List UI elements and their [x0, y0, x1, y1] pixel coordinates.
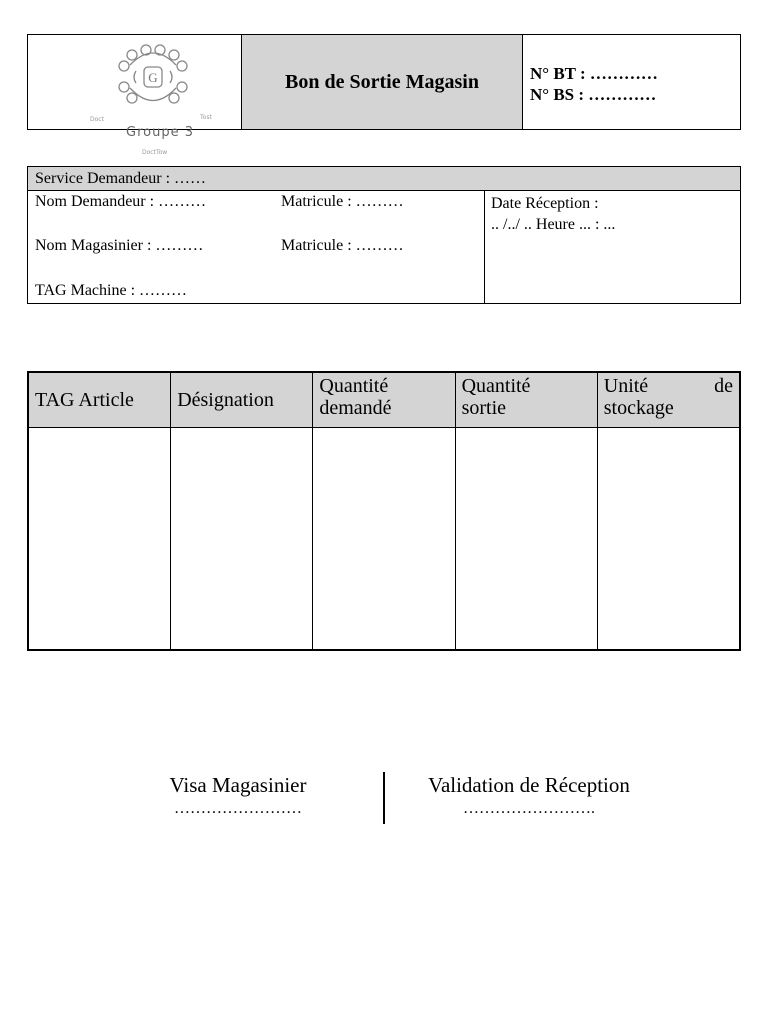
validation-reception — [404, 772, 654, 820]
table-row — [29, 428, 740, 650]
requester-details — [28, 191, 485, 303]
items-table — [27, 371, 741, 651]
request-info-box — [27, 166, 741, 304]
cell-designation[interactable] — [171, 428, 313, 650]
cell-quantite-sortie[interactable] — [455, 428, 597, 650]
svg-text:Doct: Doct — [90, 116, 104, 123]
svg-text:G: G — [148, 70, 158, 85]
document-title: Bon de Sortie Magasin — [242, 35, 523, 129]
svg-text:Groupe 3: Groupe 3 — [126, 125, 194, 140]
column-quantite-sortie: Quantité sortie — [455, 373, 597, 428]
tag-machine-field[interactable]: TAG Machine : ……… — [35, 282, 188, 299]
bt-number[interactable]: N° BT : ………… — [530, 64, 658, 83]
svg-text:DoctTow: DoctTow — [142, 149, 168, 155]
bs-number[interactable]: N° BS : ………… — [530, 85, 657, 104]
column-unite-stockage: Unité de stockage — [597, 373, 739, 428]
visa-magasinier — [138, 772, 338, 820]
validation-reception-label: Validation de Réception — [428, 773, 630, 797]
nom-magasinier-field[interactable]: Nom Magasinier : ……… — [35, 237, 204, 254]
column-designation: Désignation — [171, 373, 313, 428]
groupe-logo-icon — [88, 43, 228, 155]
reference-numbers — [523, 35, 740, 129]
date-heure-field[interactable]: .. /../ .. Heure ... : ... — [491, 216, 616, 233]
visa-magasinier-line[interactable]: …………………… — [174, 800, 302, 817]
service-demandeur[interactable]: Service Demandeur : …… — [28, 167, 740, 191]
nom-demandeur-field[interactable]: Nom Demandeur : ……… — [35, 193, 207, 210]
date-reception-label: Date Réception : — [491, 195, 599, 212]
svg-text:Tost: Tost — [200, 114, 212, 121]
validation-reception-line[interactable]: ……………………. — [463, 800, 595, 817]
matricule-demandeur-field[interactable]: Matricule : ……… — [281, 193, 404, 210]
matricule-magasinier-field[interactable]: Matricule : ……… — [281, 237, 404, 254]
column-quantite-demande: Quantité demandé — [313, 373, 455, 428]
reception-details — [485, 191, 740, 235]
document-header — [27, 34, 741, 155]
signature-divider — [383, 772, 385, 824]
cell-unite-stockage[interactable] — [597, 428, 739, 650]
visa-magasinier-label: Visa Magasinier — [169, 773, 307, 797]
column-tag-article: TAG Article — [29, 373, 171, 428]
cell-tag-article[interactable] — [29, 428, 171, 650]
logo-cell — [28, 35, 242, 155]
cell-quantite-demande[interactable] — [313, 428, 455, 650]
